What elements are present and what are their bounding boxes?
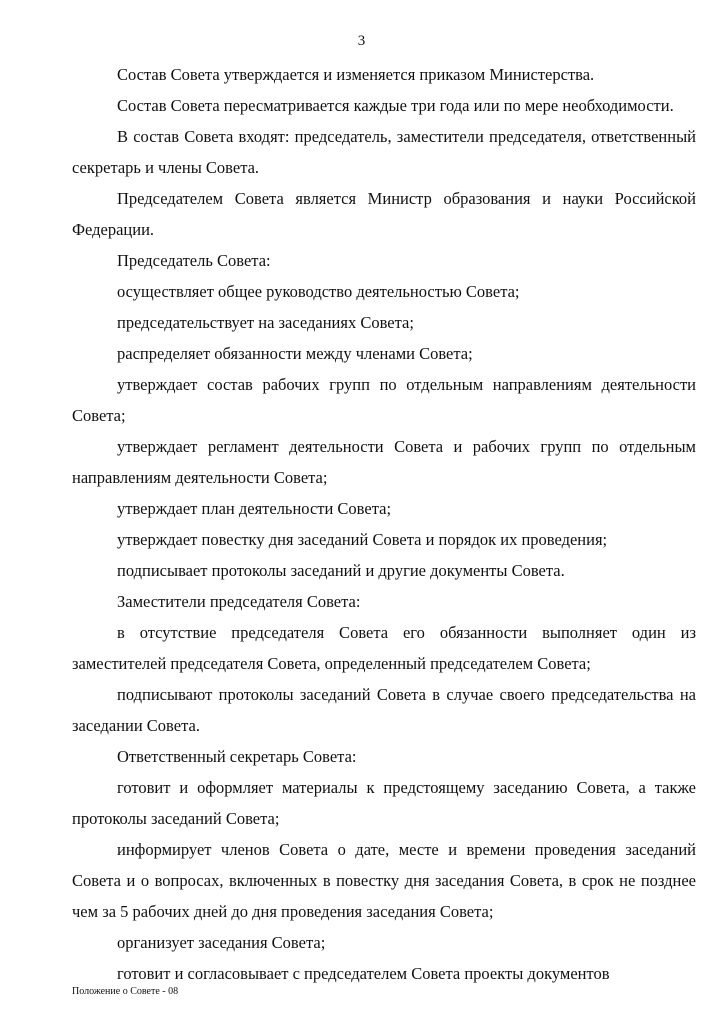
paragraph: Председатель Совета:	[117, 251, 271, 270]
paragraph: Состав Совета утверждается и изменяется приказом Министерства.	[117, 65, 595, 84]
page-number: 3	[357, 33, 366, 49]
paragraph: утверждает повестку дня заседаний Совета и порядок их проведения;	[117, 530, 608, 549]
footer-document-code: Положение о Совете - 08	[72, 986, 179, 997]
paragraph: утверждает план деятельности Совета;	[117, 499, 392, 518]
paragraph: в отсутствие председателя Совета его обязанности выполняет один из заместителей председателя Совета, определенный председателем Совета;	[72, 623, 696, 673]
paragraph: Заместители председателя Совета:	[117, 592, 361, 611]
paragraph: Состав Совета пересматривается каждые три года или по мере необходимости.	[117, 96, 674, 115]
paragraph: готовит и оформляет материалы к предстоящему заседанию Совета, а также протоколы заседаний Совета;	[72, 778, 696, 828]
paragraph: председательствует на заседаниях Совета;	[117, 313, 414, 332]
paragraph: утверждает регламент деятельности Совета и рабочих групп по отдельным направлениям деятельности Совета;	[72, 437, 696, 487]
paragraph: утверждает состав рабочих групп по отдельным направлениям деятельности Совета;	[72, 375, 696, 425]
document-body	[72, 59, 696, 989]
paragraph: подписывает протоколы заседаний и другие документы Совета.	[117, 561, 565, 580]
paragraph: осуществляет общее руководство деятельностью Совета;	[117, 282, 520, 301]
paragraph: В состав Совета входят: председатель, заместители председателя, ответственный секретарь и члены Совета.	[72, 127, 696, 177]
paragraph: Председателем Совета является Министр образования и науки Российской Федерации.	[72, 189, 696, 239]
paragraph: Ответственный секретарь Совета:	[117, 747, 357, 766]
paragraph: организует заседания Совета;	[117, 933, 326, 952]
paragraph: информирует членов Совета о дате, месте и времени проведения заседаний Совета и о вопросах, включенных в повестку дня заседания Совета, в срок не позднее чем за 5 рабочих дней до дня проведения заседания Совета;	[72, 840, 696, 921]
paragraph: готовит и согласовывает с председателем Совета проекты документов	[117, 964, 610, 983]
paragraph: распределяет обязанности между членами Совета;	[117, 344, 473, 363]
paragraph: подписывают протоколы заседаний Совета в случае своего председательства на заседании Совета.	[72, 685, 696, 735]
